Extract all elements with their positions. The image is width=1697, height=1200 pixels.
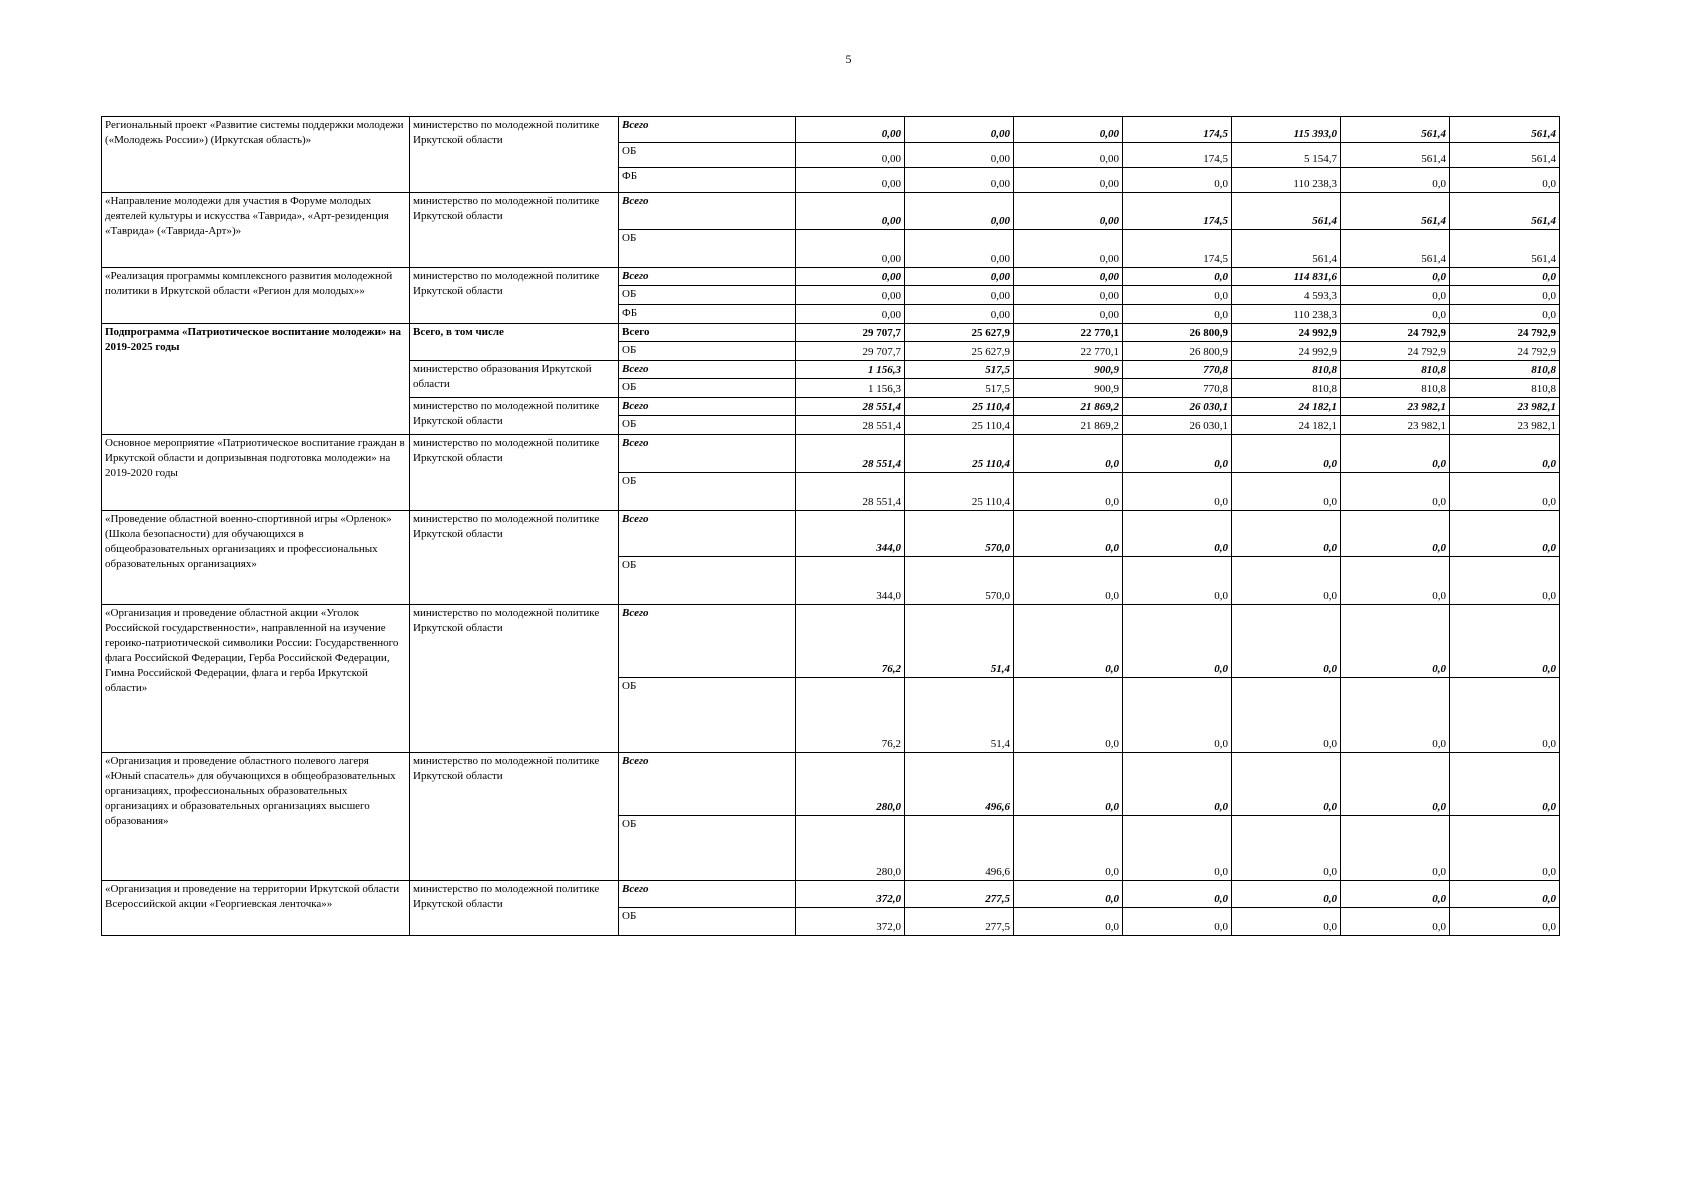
amount-cell: 517,5 — [905, 379, 1014, 398]
funding-source-cell: ОБ — [619, 816, 796, 881]
amount-cell: 0,0 — [1450, 557, 1560, 605]
funding-source-cell: Всего — [619, 753, 796, 816]
amount-cell: 174,5 — [1123, 117, 1232, 143]
amount-cell: 1 156,3 — [796, 379, 905, 398]
amount-cell: 0,00 — [905, 168, 1014, 193]
amount-cell: 110 238,3 — [1232, 168, 1341, 193]
amount-cell: 0,00 — [1014, 268, 1123, 286]
table-row — [102, 117, 1560, 143]
funding-source-cell: ОБ — [619, 286, 796, 305]
amount-cell: 174,5 — [1123, 193, 1232, 230]
amount-cell: 0,0 — [1123, 473, 1232, 511]
amount-cell: 0,0 — [1014, 753, 1123, 816]
amount-cell: 0,0 — [1232, 881, 1341, 908]
amount-cell: 28 551,4 — [796, 435, 905, 473]
amount-cell: 561,4 — [1450, 143, 1560, 168]
table-row — [102, 881, 1560, 908]
amount-cell: 770,8 — [1123, 379, 1232, 398]
amount-cell: 570,0 — [905, 511, 1014, 557]
amount-cell: 0,0 — [1341, 511, 1450, 557]
funding-source-cell: ОБ — [619, 416, 796, 435]
funding-source-cell: Всего — [619, 881, 796, 908]
page-number: 5 — [845, 52, 852, 66]
executor-cell: министерство по молодежной политике Иркутской области — [410, 605, 619, 753]
amount-cell: 0,0 — [1341, 305, 1450, 324]
amount-cell: 29 707,7 — [796, 342, 905, 361]
amount-cell: 0,0 — [1232, 473, 1341, 511]
amount-cell: 810,8 — [1450, 379, 1560, 398]
amount-cell: 0,0 — [1123, 435, 1232, 473]
amount-cell: 21 869,2 — [1014, 398, 1123, 416]
amount-cell: 115 393,0 — [1232, 117, 1341, 143]
amount-cell: 0,00 — [905, 143, 1014, 168]
amount-cell: 277,5 — [905, 881, 1014, 908]
executor-cell: министерство по молодежной политике Иркутской области — [410, 117, 619, 193]
amount-cell: 0,0 — [1341, 678, 1450, 753]
amount-cell: 0,00 — [796, 168, 905, 193]
amount-cell: 810,8 — [1341, 361, 1450, 379]
amount-cell: 770,8 — [1123, 361, 1232, 379]
executor-cell: министерство образования Иркутской области — [410, 361, 619, 398]
table-row — [102, 268, 1560, 286]
amount-cell: 23 982,1 — [1450, 416, 1560, 435]
amount-cell: 0,0 — [1123, 881, 1232, 908]
amount-cell: 0,00 — [796, 230, 905, 268]
table-row — [102, 511, 1560, 557]
amount-cell: 0,00 — [905, 305, 1014, 324]
funding-source-cell: ОБ — [619, 230, 796, 268]
amount-cell: 0,0 — [1123, 678, 1232, 753]
amount-cell: 561,4 — [1341, 117, 1450, 143]
amount-cell: 0,0 — [1450, 678, 1560, 753]
amount-cell: 517,5 — [905, 361, 1014, 379]
executor-cell: Всего, в том числе — [410, 324, 619, 361]
funding-source-cell: ФБ — [619, 305, 796, 324]
amount-cell: 0,00 — [1014, 143, 1123, 168]
amount-cell: 51,4 — [905, 678, 1014, 753]
amount-cell: 174,5 — [1123, 230, 1232, 268]
amount-cell: 0,0 — [1232, 605, 1341, 678]
amount-cell: 24 182,1 — [1232, 398, 1341, 416]
amount-cell: 561,4 — [1341, 230, 1450, 268]
amount-cell: 0,0 — [1014, 511, 1123, 557]
amount-cell: 0,0 — [1123, 305, 1232, 324]
amount-cell: 0,0 — [1341, 605, 1450, 678]
activity-name-cell: Региональный проект «Развитие системы поддержки молодежи («Молодежь России») (Иркутская область)» — [102, 117, 410, 193]
amount-cell: 0,0 — [1014, 435, 1123, 473]
amount-cell: 0,0 — [1450, 473, 1560, 511]
amount-cell: 22 770,1 — [1014, 342, 1123, 361]
amount-cell: 26 030,1 — [1123, 416, 1232, 435]
funding-source-cell: Всего — [619, 268, 796, 286]
amount-cell: 0,0 — [1450, 605, 1560, 678]
executor-cell: министерство по молодежной политике Иркутской области — [410, 398, 619, 435]
amount-cell: 0,0 — [1232, 753, 1341, 816]
amount-cell: 0,00 — [1014, 168, 1123, 193]
amount-cell: 0,00 — [796, 143, 905, 168]
amount-cell: 900,9 — [1014, 379, 1123, 398]
amount-cell: 561,4 — [1450, 117, 1560, 143]
table-row — [102, 753, 1560, 816]
amount-cell: 0,0 — [1014, 473, 1123, 511]
amount-cell: 496,6 — [905, 816, 1014, 881]
funding-source-cell: ОБ — [619, 473, 796, 511]
amount-cell: 0,0 — [1341, 816, 1450, 881]
funding-source-cell: Всего — [619, 605, 796, 678]
amount-cell: 29 707,7 — [796, 324, 905, 342]
amount-cell: 0,0 — [1014, 605, 1123, 678]
amount-cell: 0,0 — [1450, 435, 1560, 473]
amount-cell: 25 110,4 — [905, 435, 1014, 473]
funding-source-cell: Всего — [619, 398, 796, 416]
table-row — [102, 193, 1560, 230]
activity-name-cell: Подпрограмма «Патриотическое воспитание молодежи» на 2019-2025 годы — [102, 324, 410, 435]
amount-cell: 0,0 — [1232, 557, 1341, 605]
table-row — [102, 435, 1560, 473]
amount-cell: 810,8 — [1232, 379, 1341, 398]
amount-cell: 0,0 — [1341, 286, 1450, 305]
amount-cell: 0,0 — [1123, 908, 1232, 936]
amount-cell: 24 182,1 — [1232, 416, 1341, 435]
amount-cell: 1 156,3 — [796, 361, 905, 379]
amount-cell: 25 110,4 — [905, 398, 1014, 416]
amount-cell: 0,0 — [1123, 268, 1232, 286]
amount-cell: 900,9 — [1014, 361, 1123, 379]
funding-source-cell: ОБ — [619, 143, 796, 168]
executor-cell: министерство по молодежной политике Иркутской области — [410, 753, 619, 881]
amount-cell: 0,0 — [1123, 286, 1232, 305]
executor-cell: министерство по молодежной политике Иркутской области — [410, 435, 619, 511]
funding-source-cell: ОБ — [619, 908, 796, 936]
amount-cell: 24 792,9 — [1341, 324, 1450, 342]
amount-cell: 0,0 — [1232, 511, 1341, 557]
amount-cell: 570,0 — [905, 557, 1014, 605]
amount-cell: 0,0 — [1341, 435, 1450, 473]
amount-cell: 0,00 — [1014, 117, 1123, 143]
amount-cell: 561,4 — [1341, 193, 1450, 230]
amount-cell: 0,00 — [905, 117, 1014, 143]
executor-cell: министерство по молодежной политике Иркутской области — [410, 881, 619, 936]
amount-cell: 25 627,9 — [905, 342, 1014, 361]
amount-cell: 344,0 — [796, 557, 905, 605]
table-row — [102, 324, 1560, 342]
budget-table — [101, 116, 1560, 936]
amount-cell: 0,0 — [1450, 168, 1560, 193]
amount-cell: 0,00 — [796, 117, 905, 143]
amount-cell: 23 982,1 — [1341, 416, 1450, 435]
activity-name-cell: «Организация и проведение областного полевого лагеря «Юный спасатель» для обучающихся в общеобразовательных организациях, профессиональных образовательных организациях и образовательных организациях высшего образования» — [102, 753, 410, 881]
amount-cell: 0,0 — [1341, 557, 1450, 605]
activity-name-cell: Основное мероприятие «Патриотическое воспитание граждан в Иркутской области и допризывная подготовка молодежи» на 2019-2020 годы — [102, 435, 410, 511]
amount-cell: 280,0 — [796, 816, 905, 881]
amount-cell: 0,0 — [1341, 908, 1450, 936]
funding-source-cell: Всего — [619, 435, 796, 473]
amount-cell: 0,00 — [796, 286, 905, 305]
amount-cell: 28 551,4 — [796, 473, 905, 511]
amount-cell: 24 992,9 — [1232, 324, 1341, 342]
amount-cell: 561,4 — [1450, 193, 1560, 230]
amount-cell: 0,0 — [1123, 511, 1232, 557]
activity-name-cell: «Организация и проведение на территории Иркутской области Всероссийской акции «Георгиевская ленточка»» — [102, 881, 410, 936]
amount-cell: 372,0 — [796, 881, 905, 908]
amount-cell: 496,6 — [905, 753, 1014, 816]
amount-cell: 24 792,9 — [1450, 342, 1560, 361]
funding-source-cell: Всего — [619, 324, 796, 342]
amount-cell: 0,0 — [1450, 881, 1560, 908]
amount-cell: 76,2 — [796, 678, 905, 753]
amount-cell: 0,0 — [1123, 605, 1232, 678]
funding-source-cell: ФБ — [619, 168, 796, 193]
amount-cell: 25 110,4 — [905, 416, 1014, 435]
amount-cell: 0,00 — [905, 193, 1014, 230]
amount-cell: 0,0 — [1123, 816, 1232, 881]
amount-cell: 344,0 — [796, 511, 905, 557]
amount-cell: 0,0 — [1123, 753, 1232, 816]
amount-cell: 23 982,1 — [1450, 398, 1560, 416]
amount-cell: 24 792,9 — [1341, 342, 1450, 361]
amount-cell: 561,4 — [1232, 230, 1341, 268]
amount-cell: 28 551,4 — [796, 398, 905, 416]
amount-cell: 28 551,4 — [796, 416, 905, 435]
amount-cell: 0,0 — [1232, 816, 1341, 881]
amount-cell: 0,00 — [1014, 305, 1123, 324]
amount-cell: 0,0 — [1014, 678, 1123, 753]
funding-source-cell: Всего — [619, 193, 796, 230]
amount-cell: 0,0 — [1450, 268, 1560, 286]
amount-cell: 0,00 — [1014, 286, 1123, 305]
amount-cell: 0,0 — [1341, 881, 1450, 908]
funding-source-cell: ОБ — [619, 379, 796, 398]
amount-cell: 26 030,1 — [1123, 398, 1232, 416]
amount-cell: 0,0 — [1123, 557, 1232, 605]
amount-cell: 24 792,9 — [1450, 324, 1560, 342]
amount-cell: 110 238,3 — [1232, 305, 1341, 324]
amount-cell: 0,00 — [796, 305, 905, 324]
amount-cell: 0,0 — [1450, 511, 1560, 557]
amount-cell: 561,4 — [1232, 193, 1341, 230]
amount-cell: 0,0 — [1450, 816, 1560, 881]
funding-source-cell: ОБ — [619, 557, 796, 605]
amount-cell: 24 992,9 — [1232, 342, 1341, 361]
amount-cell: 561,4 — [1341, 143, 1450, 168]
amount-cell: 76,2 — [796, 605, 905, 678]
activity-name-cell: «Организация и проведение областной акции «Уголок Российской государственности», направленной на изучение героико-патриотической символики России: Государственного флага Российской Федерации, Герба Российской Федерации, Гимна Российской Федерации, флага и герба Иркутской области» — [102, 605, 410, 753]
executor-cell: министерство по молодежной политике Иркутской области — [410, 268, 619, 324]
amount-cell: 0,0 — [1341, 473, 1450, 511]
amount-cell: 810,8 — [1341, 379, 1450, 398]
amount-cell: 280,0 — [796, 753, 905, 816]
amount-cell: 0,0 — [1232, 908, 1341, 936]
amount-cell: 0,00 — [1014, 230, 1123, 268]
amount-cell: 26 800,9 — [1123, 324, 1232, 342]
amount-cell: 561,4 — [1450, 230, 1560, 268]
funding-source-cell: Всего — [619, 361, 796, 379]
amount-cell: 21 869,2 — [1014, 416, 1123, 435]
amount-cell: 22 770,1 — [1014, 324, 1123, 342]
amount-cell: 5 154,7 — [1232, 143, 1341, 168]
amount-cell: 0,0 — [1450, 286, 1560, 305]
activity-name-cell: «Реализация программы комплексного развития молодежной политики в Иркутской области «Регион для молодых»» — [102, 268, 410, 324]
amount-cell: 0,0 — [1232, 435, 1341, 473]
amount-cell: 51,4 — [905, 605, 1014, 678]
amount-cell: 0,0 — [1341, 753, 1450, 816]
amount-cell: 0,00 — [1014, 193, 1123, 230]
amount-cell: 810,8 — [1450, 361, 1560, 379]
amount-cell: 25 110,4 — [905, 473, 1014, 511]
amount-cell: 0,0 — [1450, 908, 1560, 936]
amount-cell: 0,0 — [1014, 881, 1123, 908]
executor-cell: министерство по молодежной политике Иркутской области — [410, 511, 619, 605]
amount-cell: 0,0 — [1014, 816, 1123, 881]
amount-cell: 0,0 — [1014, 908, 1123, 936]
amount-cell: 0,00 — [796, 193, 905, 230]
funding-source-cell: ОБ — [619, 678, 796, 753]
amount-cell: 0,0 — [1232, 678, 1341, 753]
amount-cell: 0,0 — [1341, 168, 1450, 193]
amount-cell: 0,00 — [796, 268, 905, 286]
amount-cell: 174,5 — [1123, 143, 1232, 168]
funding-source-cell: ОБ — [619, 342, 796, 361]
amount-cell: 114 831,6 — [1232, 268, 1341, 286]
executor-cell: министерство по молодежной политике Иркутской области — [410, 193, 619, 268]
activity-name-cell: «Проведение областной военно-спортивной игры «Орленок» (Школа безопасности) для обучающихся в общеобразовательных организациях и профессиональных образовательных организациях» — [102, 511, 410, 605]
funding-source-cell: Всего — [619, 511, 796, 557]
amount-cell: 0,0 — [1450, 305, 1560, 324]
amount-cell: 4 593,3 — [1232, 286, 1341, 305]
amount-cell: 0,00 — [905, 230, 1014, 268]
amount-cell: 0,0 — [1123, 168, 1232, 193]
amount-cell: 0,0 — [1341, 268, 1450, 286]
amount-cell: 277,5 — [905, 908, 1014, 936]
table-row — [102, 605, 1560, 678]
amount-cell: 0,0 — [1014, 557, 1123, 605]
funding-source-cell: Всего — [619, 117, 796, 143]
amount-cell: 810,8 — [1232, 361, 1341, 379]
amount-cell: 26 800,9 — [1123, 342, 1232, 361]
amount-cell: 372,0 — [796, 908, 905, 936]
amount-cell: 0,00 — [905, 286, 1014, 305]
amount-cell: 25 627,9 — [905, 324, 1014, 342]
activity-name-cell: «Направление молодежи для участия в Форуме молодых деятелей культуры и искусства «Таврида», «Арт-резиденция «Таврида» («Таврида-Арт»)» — [102, 193, 410, 268]
amount-cell: 0,0 — [1450, 753, 1560, 816]
amount-cell: 23 982,1 — [1341, 398, 1450, 416]
amount-cell: 0,00 — [905, 268, 1014, 286]
